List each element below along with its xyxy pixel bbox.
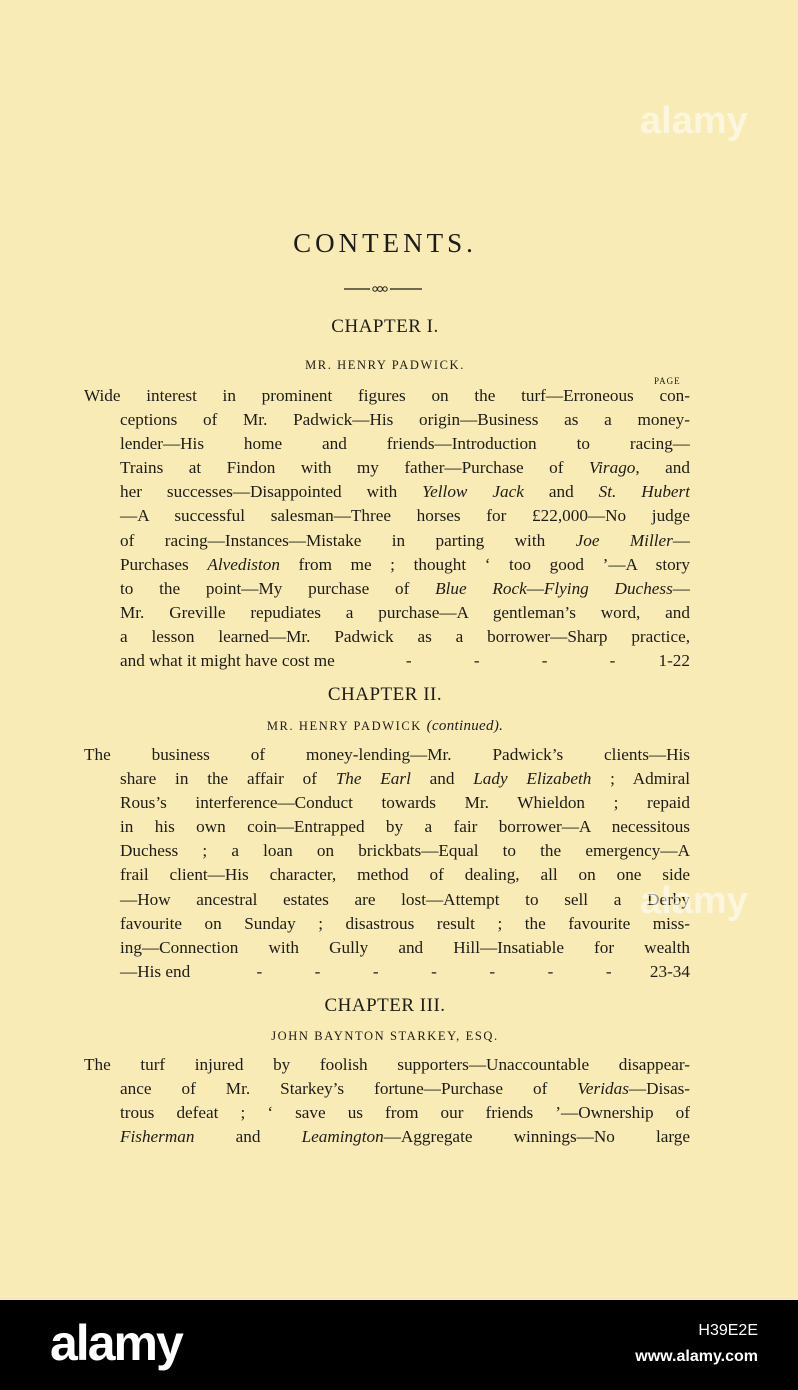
image-id: H39E2E [698, 1322, 758, 1339]
alamy-logo: alamy [50, 1315, 182, 1371]
summary-line: The business of money-lending—Mr. Padwick’s clients—His [84, 745, 690, 764]
subject-name: MR. HENRY PADWICK [266, 719, 422, 733]
summary-line: Fisherman and Leamington—Aggregate winnings—No large [120, 1127, 690, 1147]
summary-line: share in the affair of The Earl and Lady Elizabeth ; Admiral [120, 769, 690, 789]
chapter-2-summary [84, 743, 690, 984]
summary-line: —How ancestral estates are lost—Attempt to sell a Derby [120, 889, 690, 909]
summary-line: —His end [120, 961, 191, 981]
chapter-3-summary [84, 1053, 690, 1149]
summary-line: ceptions of Mr. Padwick—His origin—Business as a money- [120, 410, 690, 430]
chapter-3-heading: CHAPTER III. [324, 995, 446, 1016]
watermark-logo: alamy [640, 100, 748, 142]
chapter-2-heading: CHAPTER II. [327, 684, 443, 705]
summary-line: Rous’s interference—Conduct towards Mr. Whieldon ; repaid [120, 793, 690, 813]
page-range: 1-22 [658, 651, 690, 671]
chapter-2-subject [0, 718, 770, 735]
page-column-label: PAGE [654, 376, 681, 386]
summary-line: ance of Mr. Starkey’s fortune—Purchase of Veridas—Disas- [120, 1079, 690, 1099]
summary-line: of racing—Instances—Mistake in parting with Joe Miller— [120, 530, 690, 550]
stock-photo-footer [0, 1300, 798, 1390]
summary-line: Purchases Alvediston from me ; thought ‘ too good ’—A story [120, 554, 690, 574]
watermark-logo: alamy [640, 880, 748, 922]
summary-line: Mr. Greville repudiates a purchase—A gentleman’s word, and [120, 602, 690, 622]
summary-line: Trains at Findon with my father—Purchase of Virago, and [120, 458, 690, 478]
summary-line: The turf injured by foolish supporters—Unaccountable disappear- [84, 1055, 690, 1074]
summary-line: favourite on Sunday ; disastrous result ; the favourite miss- [120, 913, 690, 933]
summary-line: Wide interest in prominent figures on the turf—Erroneous con- [84, 386, 690, 405]
summary-line: frail client—His character, method of dealing, all on one side [120, 865, 690, 885]
summary-line: in his own coin—Entrapped by a fair borrower—A necessitous [120, 817, 690, 837]
summary-line: lender—His home and friends—Introduction to racing— [120, 434, 690, 454]
summary-line: —A successful salesman—Three horses for £22,000—No judge [120, 506, 690, 526]
summary-line: a lesson learned—Mr. Padwick as a borrower—Sharp practice, [120, 626, 690, 646]
page-title: CONTENTS. [293, 228, 477, 258]
summary-line: Duchess ; a loan on brickbats—Equal to the emergency—A [120, 841, 690, 861]
summary-line: trous defeat ; ‘ save us from our friends ’—Ownership of [120, 1103, 690, 1123]
chapter-1-summary [84, 384, 690, 673]
chapter-1-heading: CHAPTER I. [331, 316, 439, 337]
summary-line: to the point—My purchase of Blue Rock—Flying Duchess— [120, 578, 690, 598]
leader-dashes: - - - - - - - [256, 961, 612, 981]
subject-note: (continued). [426, 718, 504, 734]
summary-line: ing—Connection with Gully and Hill—Insatiable for wealth [120, 937, 690, 957]
summary-last-line [84, 960, 690, 984]
summary-line: her successes—Disappointed with Yellow Jack and St. Hubert [120, 482, 690, 502]
ornament-divider [344, 286, 422, 292]
summary-last-line [84, 649, 690, 673]
chapter-1-subject: MR. HENRY PADWICK. [305, 358, 465, 372]
leader-dashes: - - - - [405, 651, 616, 671]
site-url: www.alamy.com [635, 1348, 758, 1365]
chapter-3-subject: JOHN BAYNTON STARKEY, ESQ. [271, 1029, 499, 1043]
summary-line: and what it might have cost me [120, 651, 335, 671]
page-range: 23-34 [649, 961, 690, 981]
